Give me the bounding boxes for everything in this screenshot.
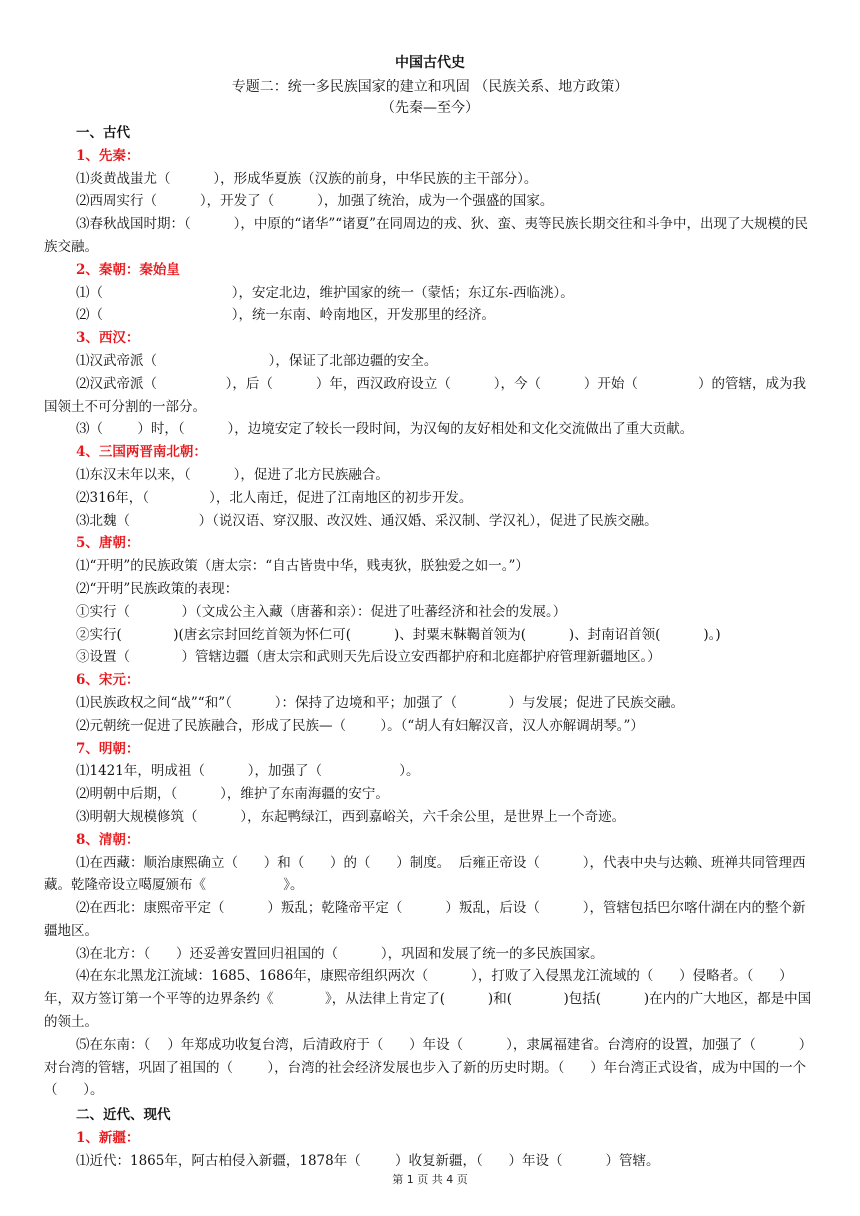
document-title: 中国古代史 [395,55,465,71]
subsection-heading: 2、秦朝：秦始皇 [76,261,180,278]
subsection-heading: 1、先秦： [76,147,140,164]
question-item: ⑸在东南：（ ）年郑成功收复台湾，后清政府于（ ）年设（ ），隶属福建省。台湾府的设置，加强了（ ）对台湾的管辖，巩固了祖国的（ ），台湾的社会经济发展也步入了新的历史时期。（ ）年台湾正式设省，成为中国的一个（ ）。 [44,1036,813,1099]
page-footer: 第 1 页 共 4 页 [392,1173,468,1186]
question-item: ⑴在西藏：顺治康熙确立（ ）和（ ）的（ ）制度。 后雍正帝设（ ），代表中央与达赖、班禅共同管理西藏。乾隆帝设立噶厦颁布《 》。 [44,854,806,894]
subsection-heading: 7、明朝： [76,740,140,757]
question-item: ⑵316年，（ ），北人南迁，促进了江南地区的初步开发。 [76,489,473,506]
question-item: ⑷在东北黑龙江流域：1685、1686年，康熙帝组织两次（ ），打败了入侵黑龙江流域的（ ）侵略者。（ ）年，双方签订第一个平等的边界条约《 》，从法律上肯定了( )和( )包括( )在内的广大地区，都是中国的领土。 [44,968,812,1031]
question-item: ⑴“开明”的民族政策（唐太宗：“自古皆贵中华，贱夷狄，朕独爱之如一。”） [76,558,529,575]
question-item: ⑵在西北：康熙帝平定（ ）叛乱；乾隆帝平定（ ）叛乱，后设（ ），管辖包括巴尔喀什湖在内的整个新疆地区。 [44,900,806,939]
question-item: ⑴东汉末年以来，（ ），促进了北方民族融合。 [76,466,389,483]
document-subtitle: 专题二：统一多民族国家的建立和巩固 （民族关系、地方政策） [231,79,629,95]
question-item: ⑶（ ）时，（ ），边境安定了较长一段时间，为汉匈的友好相处和文化交流做出了重大贡献。 [76,421,694,438]
subsection-heading: 3、西汉： [76,330,140,347]
document-period: （先秦—至今） [381,100,479,116]
question-item: ⑶北魏（ ）（说汉语、穿汉服、改汉姓、通汉婚、采汉制、学汉礼），促进了民族交融。 [76,512,658,529]
section-heading: 一、古代 [76,125,130,141]
question-item: ⑵“开明”民族政策的表现： [76,580,239,597]
document-header [0,0,860,118]
question-item: ⑴汉武帝派（ ），保证了北部边疆的安全。 [76,352,438,369]
question-item: ⑵汉武帝派（ ），后（ ）年，西汉政府设立（ ），今（ ）开始（ ）的管辖，成为我国领土不可分割的一部分。 [44,375,806,415]
question-item: ⑶在北方：（ ）还妥善安置回归祖国的（ ），巩固和发展了统一的多民族国家。 [76,945,604,962]
question-item: ⑶明朝大规模修筑（ ），东起鸭绿江，西到嘉峪关，六千余公里，是世界上一个奇迹。 [76,808,626,825]
question-item: ⑵明朝中后期，（ ），维护了东南海疆的安宁。 [76,786,389,803]
question-item: ③设置（ ）管辖边疆（唐太宗和武则天先后设立安西都护府和北庭都护府管理新疆地区。） [76,649,661,666]
question-item: ⑴近代：1865年，阿古柏侵入新疆，1878年（ ）收复新疆，（ ）年设（ ）管辖。 [76,1152,660,1169]
question-item: ⑶春秋战国时期：（ ），中原的“诸华”“诸夏”在同周边的戎、狄、蛮、夷等民族长期交往和斗争中，出现了大规模的民族交融。 [44,216,809,255]
subsection-heading: 1、新疆： [76,1130,140,1147]
question-item: ⑴（ ），安定北边，维护国家的统一（蒙恬；东辽东-西临洮）。 [76,284,574,301]
question-item: ⑵元朝统一促进了民族融合，形成了民族—（ ）。（“胡人有妇解汉音，汉人亦解调胡琴。”） [76,717,644,734]
question-item: ⑴民族政权之间“战”“和”（ ）：保持了边境和平；加强了（ ）与发展；促进了民族交融。 [76,694,685,711]
document-body [44,120,816,1173]
subsection-heading: 5、唐朝： [76,535,140,552]
subsection-heading: 4、三国两晋南北朝： [76,444,207,461]
subsection-heading: 8、清朝： [76,831,140,848]
question-item: ①实行（ ）（文成公主入藏（唐蕃和亲）：促进了吐蕃经济和社会的发展。） [76,603,567,620]
question-item: ⑴炎黄战蚩尤（ ），形成华夏族（汉族的前身，中华民族的主干部分）。 [76,170,538,187]
subsection-heading: 6、宋元： [76,672,140,689]
question-item: ②实行( )(唐玄宗封回纥首领为怀仁可( )、封粟末靺鞨首领为( )、封南诏首领( )。) [76,626,721,643]
section-heading: 二、近代、现代 [76,1107,171,1124]
question-item: ⑴1421年，明成祖（ ），加强了（ ）。 [76,763,420,780]
question-item: ⑵西周实行（ ），开发了（ ），加强了统治，成为一个强盛的国家。 [76,193,554,210]
question-item: ⑵（ ），统一东南、岭南地区，开发那里的经济。 [76,307,495,324]
